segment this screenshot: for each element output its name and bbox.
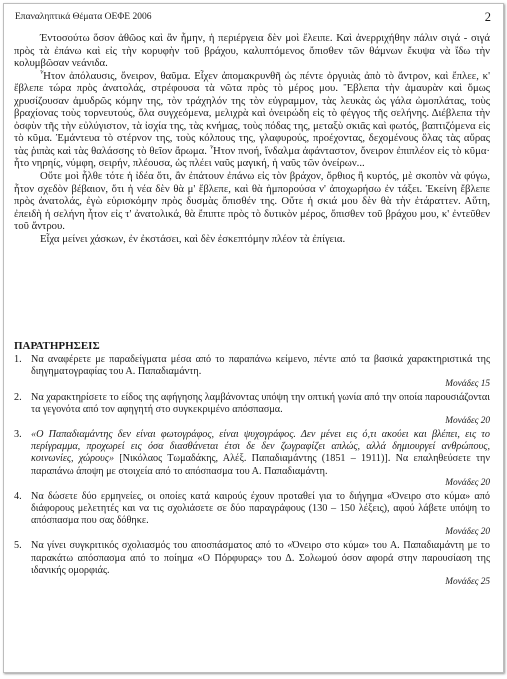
page-number: 2 xyxy=(484,10,491,24)
question-text: Να αναφέρετε με παραδείγματα μέσα από το παραπάνω κείμενο, πέντε από τα βασικά χαρακτηριστικά της διηγηματογραφίας του Α. Παπαδιαμάντη. xyxy=(31,354,490,378)
question-number: 1. xyxy=(14,354,22,366)
question-item xyxy=(14,429,490,489)
question-points: Μονάδες 20 xyxy=(445,527,490,538)
question-item xyxy=(14,491,490,539)
literary-passage xyxy=(14,32,490,245)
question-text: Να χαρακτηρίσετε το είδος της αφήγησης λαμβάνοντας υπόψη την οπτική γωνία από την οποία παρουσιάζονται τα γεγονότα από τον αφηγητή στο συγκεκριμένο απόσπασμα. xyxy=(31,391,490,415)
passage-paragraph: Έντοσούτω ὅσον ἀθῶος καὶ ἂν ἦμην, ἡ περιέργεια δὲν μοὶ ἔλειπε. Καὶ ἀνερριχήθην πάλιν σιγά - σιγά πρὸς τὰ ἐπάνω καὶ εἰς τὴν κορυφὴν τοῦ βράχου, καλυπτόμενος ὄπισθεν τῶν θάμνων ἔκυψα νὰ ἴδω τὴν κολυμβῶσαν νεάνιδα. xyxy=(14,32,490,70)
critic-quote: «Ο Παπαδιαμάντης δεν είναι φωτογράφος, είναι ψυχογράφος. Δεν μένει εις ό,τι ακούει και βλέπει, εις το περίγραμμα, προχωρεί εις όσα διασθάνεται έτσι δε δεν ζωγραφίζει απλώς, αλλά δημιουργεί ανθρώπους, κοινωνίες, χώρους» xyxy=(31,429,490,465)
header-title: Επαναληπτικά Θέματα ΟΕΦΕ 2006 xyxy=(15,12,152,22)
question-text: «Ο Παπαδιαμάντης δεν είναι φωτογράφος, είναι ψυχογράφος. Δεν μένει εις ό,τι ακούει και βλέπει, εις το περίγραμμα, προχωρεί εις όσα διασθάνεται έτσι δε δεν ζωγραφίζει απλώς, αλλά δημιουργεί ανθρώπους, κοινωνίες, χώρους» [Νικόλαος Τωμαδάκης, Αλέξ. Παπαδιαμάντης (1851 – 1911)]. Να επαληθεύσετε την παραπάνω άποψη με στοιχεία από το απόσπασμα του Α. Παπαδιαμάντη. xyxy=(31,429,490,477)
question-points: Μονάδες 20 xyxy=(445,477,490,488)
question-number: 4. xyxy=(14,490,22,502)
document-page xyxy=(3,3,504,673)
question-item xyxy=(14,540,490,588)
observations-section xyxy=(14,340,490,589)
question-item xyxy=(14,354,490,389)
passage-paragraph: Οὔτε μοὶ ἦλθε τότε ἡ ἰδέα ὅτι, ἂν ἐπάτουν ἐπάνω εἰς τὸν βράχον, ὄρθιος ἢ κυρτός, μὲ σκοπὸν νὰ φύγω, ἦτον σχεδὸν βέβαιον, ὅτι ἡ νέα δὲν θὰ μ' ἔβλεπε, καὶ θὰ ἠμπορούσα ν' ἀποχωρήσω ἐν τάξει. Ἐκείνη ἔβλεπε πρὸς ἀνατολάς, ἐγὼ εὑρισκόμην πρὸς δυσμὰς ὄπισθέν της. Οὔτε ἡ σκιά μου δὲν θὰ τὴν ἐτάραττεν. Αὕτη, ἐπειδὴ ἡ σελήνη ἦτον εἰς τ' ἀνατολικά, θὰ ἔπιπτε πρὸς τὸ δυτικὸν μέρος, ὄπισθεν τοῦ βράχου μου, κ' ἐντεῦθεν τοῦ ἄντρου. xyxy=(14,170,490,233)
observations-title: ΠΑΡΑΤΗΡΗΣΕΙΣ xyxy=(14,340,100,352)
question-text: Να γίνει συγκριτικός σχολιασμός του αποσπάσματος από το «Όνειρο στο κύμα» του Α. Παπαδιαμάντη με το παρακάτω απόσπασμα από το ποίημα «Ο Πόρφυρας» του Δ. Σολωμού όσον αφορά στην παρουσίαση της ιδανικής ομορφιάς. xyxy=(31,540,490,576)
page-header xyxy=(15,12,491,26)
question-text: Να δώσετε δύο ερμηνείες, οι οποίες κατά καιρούς έχουν προταθεί για το διήγημα «Όνειρο στο κύμα» από διάφορους μελετητές και να τις σχολιάσετε σε δύο παραγράφους (130 – 150 λέξεις), αφού λάβετε υπόψη το απόσπασμα που σας δόθηκε. xyxy=(31,490,490,527)
question-points: Μονάδες 15 xyxy=(445,378,490,389)
passage-paragraph: Ἦτον ἀπόλαυσις, ὄνειρον, θαῦμα. Εἶχεν ἀπομακρυνθῆ ὡς πέντε ὀργυιὰς ἀπὸ τὸ ἄντρον, καὶ ἔπλεε, κ' ἔβλεπε τώρα πρὸς ἀνατολάς, στρέφουσα τὰ νῶτα πρὸς τὸ μέρος μου. Ἔβλεπα τὴν ἀμαυρὰν καὶ ὅμως χρυσίζουσαν ἀμυδρῶς κόμην της, τὸν τράχηλόν της τὸν εὐγραμμον, τὰς λευκὰς ὡς γάλα ὠμοπλάτας, τοὺς βραχίονας τοὺς τορνευτούς, ὅλα συγχεόμενα, μελιχρὰ καὶ ὀνειρώδη εἰς τὸ φέγγος τῆς σελήνης. Διέβλεπα τὴν ὀσφὺν τῆς τὴν εὐλύγιστον, τὰ ἰσχία της, τὰς κνήμας, τοὺς πόδας της, μεταξὺ σκιᾶς καὶ φωτός, βαπτιζόμενα εἰς τὸ κῦμα. Ἐμάντευα τὸ στέρνον της, τοὺς κόλπους της, γλαφυρούς, προέχοντας, δεχομένους ὅλας τὰς αὔρας τὰς ῥιπὰς καὶ τὰς θαλάσσης τὸ θεῖον ἄρωμα. Ἦτον πνοή, ἴνδαλμα ἀφάνταστον, ὄνειρον ἐπιπλέον εἰς τὸ κῦμα· ἦτο νηρηίς, νύμφη, σειρήν, πλέουσα, ὡς πλέει ναῦς μαγική, ἡ ναῦς τῶν ὀνείρων... xyxy=(14,69,490,170)
question-number: 3. xyxy=(14,429,22,441)
passage-paragraph: Εἶχα μείνει χάσκων, ἐν ἐκστάσει, καὶ δὲν ἐσκεπτόμην πλέον τὰ ἐπίγεια. xyxy=(40,232,346,245)
question-points: Μονάδες 20 xyxy=(445,416,490,427)
question-number: 2. xyxy=(14,391,22,403)
question-points: Μονάδες 25 xyxy=(445,577,490,588)
question-number: 5. xyxy=(14,540,22,552)
question-item xyxy=(14,392,490,427)
